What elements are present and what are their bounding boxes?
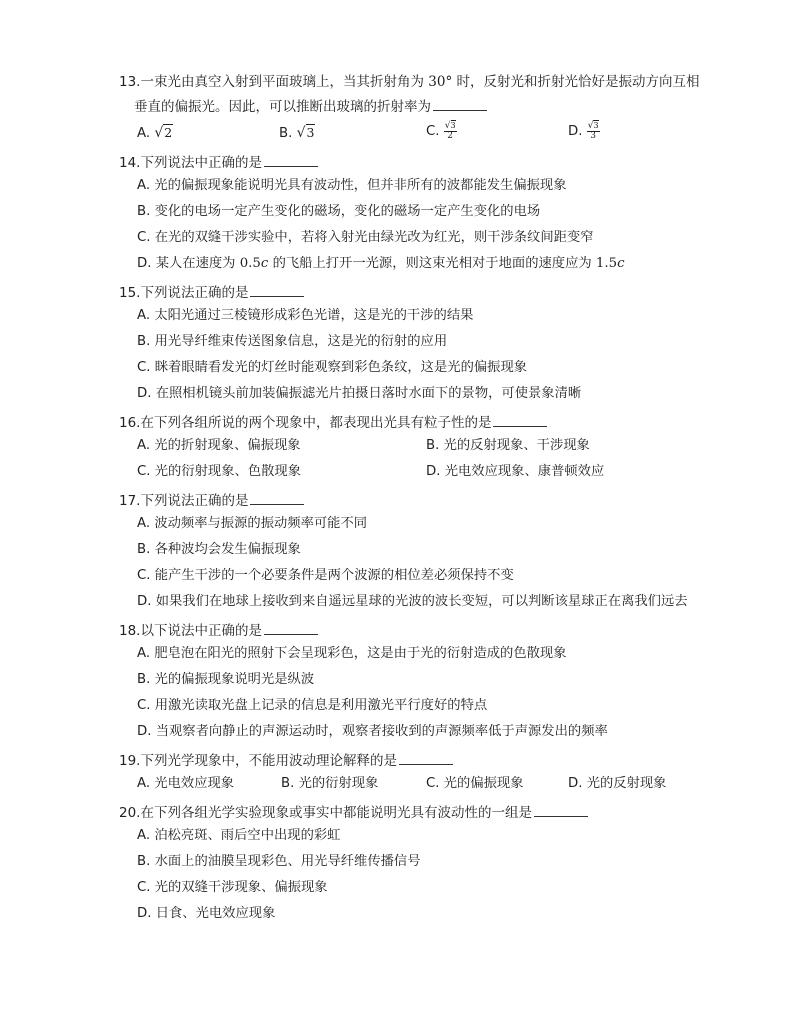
option-d[interactable]: D. 光的反射现象 bbox=[568, 776, 667, 791]
option-b[interactable]: B. 光的偏振现象说明光是纵波 bbox=[137, 672, 315, 687]
option-d[interactable]: D. 当观察者向静止的声源运动时，观察者接收到的声源频率低于声源发出的频率 bbox=[137, 724, 608, 739]
option-d[interactable]: D. 如果我们在地球上接收到来自遥远星球的光波的波长变短，可以判断该星球正在离我们远去 bbox=[137, 594, 688, 609]
option-b[interactable]: B. 光的衍射现象 bbox=[281, 776, 379, 791]
option-b[interactable]: B. √3 bbox=[279, 125, 315, 141]
question-stem-line2: 垂直的偏振光。因此，可以推断出玻璃的折射率为 bbox=[134, 97, 487, 116]
option-b[interactable]: B. 水面上的油膜呈现彩色、用光导纤维传播信号 bbox=[137, 854, 421, 869]
option-a[interactable]: A. 太阳光通过三棱镜形成彩色光谱，这是光的干涉的结果 bbox=[137, 308, 474, 323]
question-stem: 15.下列说法正确的是 bbox=[119, 283, 304, 302]
option-c[interactable]: C. $\frac{√3}{2}$ bbox=[426, 121, 456, 141]
option-a[interactable]: A. 光的偏振现象能说明光具有波动性，但并非所有的波都能发生偏振现象 bbox=[137, 178, 567, 193]
question-stem: 14.下列说法中正确的是 bbox=[119, 153, 318, 172]
answer-blank[interactable] bbox=[250, 491, 304, 505]
answer-blank[interactable] bbox=[493, 413, 547, 427]
option-b[interactable]: B. 各种波均会发生偏振现象 bbox=[137, 542, 301, 557]
answer-blank[interactable] bbox=[264, 621, 318, 635]
option-d[interactable]: D. 光电效应现象、康普顿效应 bbox=[426, 464, 605, 479]
question-number: 20. bbox=[119, 805, 141, 821]
fraction-expression: $\frac{√3}{2}$ bbox=[444, 121, 456, 141]
answer-blank[interactable] bbox=[399, 751, 453, 765]
option-a[interactable]: A. 波动频率与振源的振动频率可能不同 bbox=[137, 516, 368, 531]
option-b[interactable]: B. 光的反射现象、干涉现象 bbox=[426, 438, 590, 453]
question-number: 13. bbox=[119, 74, 141, 90]
answer-blank[interactable] bbox=[433, 97, 487, 111]
question-number: 18. bbox=[119, 623, 141, 639]
sqrt-expression: √2 bbox=[154, 125, 173, 141]
question-stem: 16.在下列各组所说的两个现象中，都表现出光具有粒子性的是 bbox=[119, 413, 547, 432]
option-c[interactable]: C. 光的偏振现象 bbox=[426, 776, 524, 791]
option-d[interactable]: D. 在照相机镜头前加装偏振滤光片拍摄日落时水面下的景物，可使景象清晰 bbox=[137, 386, 582, 401]
answer-blank[interactable] bbox=[250, 283, 304, 297]
option-b[interactable]: B. 用光导纤维束传送图象信息，这是光的衍射的应用 bbox=[137, 334, 448, 349]
question-number: 14. bbox=[119, 155, 141, 171]
option-c[interactable]: C. 在光的双缝干涉实验中，若将入射光由绿光改为红光，则干涉条纹间距变窄 bbox=[137, 230, 594, 245]
question-number: 19. bbox=[119, 753, 141, 769]
option-c[interactable]: C. 眯着眼睛看发光的灯丝时能观察到彩色条纹，这是光的偏振现象 bbox=[137, 360, 528, 375]
option-c[interactable]: C. 光的双缝干涉现象、偏振现象 bbox=[137, 880, 328, 895]
option-c[interactable]: C. 用激光读取光盘上记录的信息是利用激光平行度好的特点 bbox=[137, 698, 488, 713]
option-a[interactable]: A. 光的折射现象、偏振现象 bbox=[137, 438, 301, 453]
answer-blank[interactable] bbox=[264, 153, 318, 167]
sqrt-expression: √3 bbox=[296, 125, 315, 141]
option-d[interactable]: D. $\frac{√3}{3}$ bbox=[568, 121, 599, 141]
fraction-expression: $\frac{√3}{3}$ bbox=[587, 121, 599, 141]
angle-value: 30° bbox=[428, 74, 453, 90]
option-c[interactable]: C. 光的衍射现象、色散现象 bbox=[137, 464, 302, 479]
option-a[interactable]: A. 肥皂泡在阳光的照射下会呈现彩色，这是由于光的衍射造成的色散现象 bbox=[137, 646, 567, 661]
question-stem: 18.以下说法中正确的是 bbox=[119, 621, 318, 640]
question-stem: 20.在下列各组光学实验现象或事实中都能说明光具有波动性的一组是 bbox=[119, 803, 588, 822]
option-a[interactable]: A. 光电效应现象 bbox=[137, 776, 235, 791]
question-number: 15. bbox=[119, 285, 141, 301]
option-a[interactable]: A. 泊松亮斑、雨后空中出现的彩虹 bbox=[137, 828, 341, 843]
question-stem: 13.一束光由真空入射到平面玻璃上，当其折射角为 30° 时，反射光和折射光恰好是振动方向互相 bbox=[119, 74, 700, 90]
question-stem: 17.下列说法正确的是 bbox=[119, 491, 304, 510]
option-c[interactable]: C. 能产生干涉的一个必要条件是两个波源的相位差必须保持不变 bbox=[137, 568, 514, 583]
option-b[interactable]: B. 变化的电场一定产生变化的磁场，变化的磁场一定产生变化的电场 bbox=[137, 204, 541, 219]
answer-blank[interactable] bbox=[534, 803, 588, 817]
question-stem: 19.下列光学现象中，不能用波动理论解释的是 bbox=[119, 751, 453, 770]
question-number: 17. bbox=[119, 493, 141, 509]
option-d[interactable]: D. 日食、光电效应现象 bbox=[137, 906, 276, 921]
question-number: 16. bbox=[119, 415, 141, 431]
option-d[interactable]: D. 某人在速度为 0.5c 的飞船上打开一光源，则这束光相对于地面的速度应为 1.5c bbox=[137, 256, 625, 271]
option-a[interactable]: A. √2 bbox=[137, 125, 173, 141]
